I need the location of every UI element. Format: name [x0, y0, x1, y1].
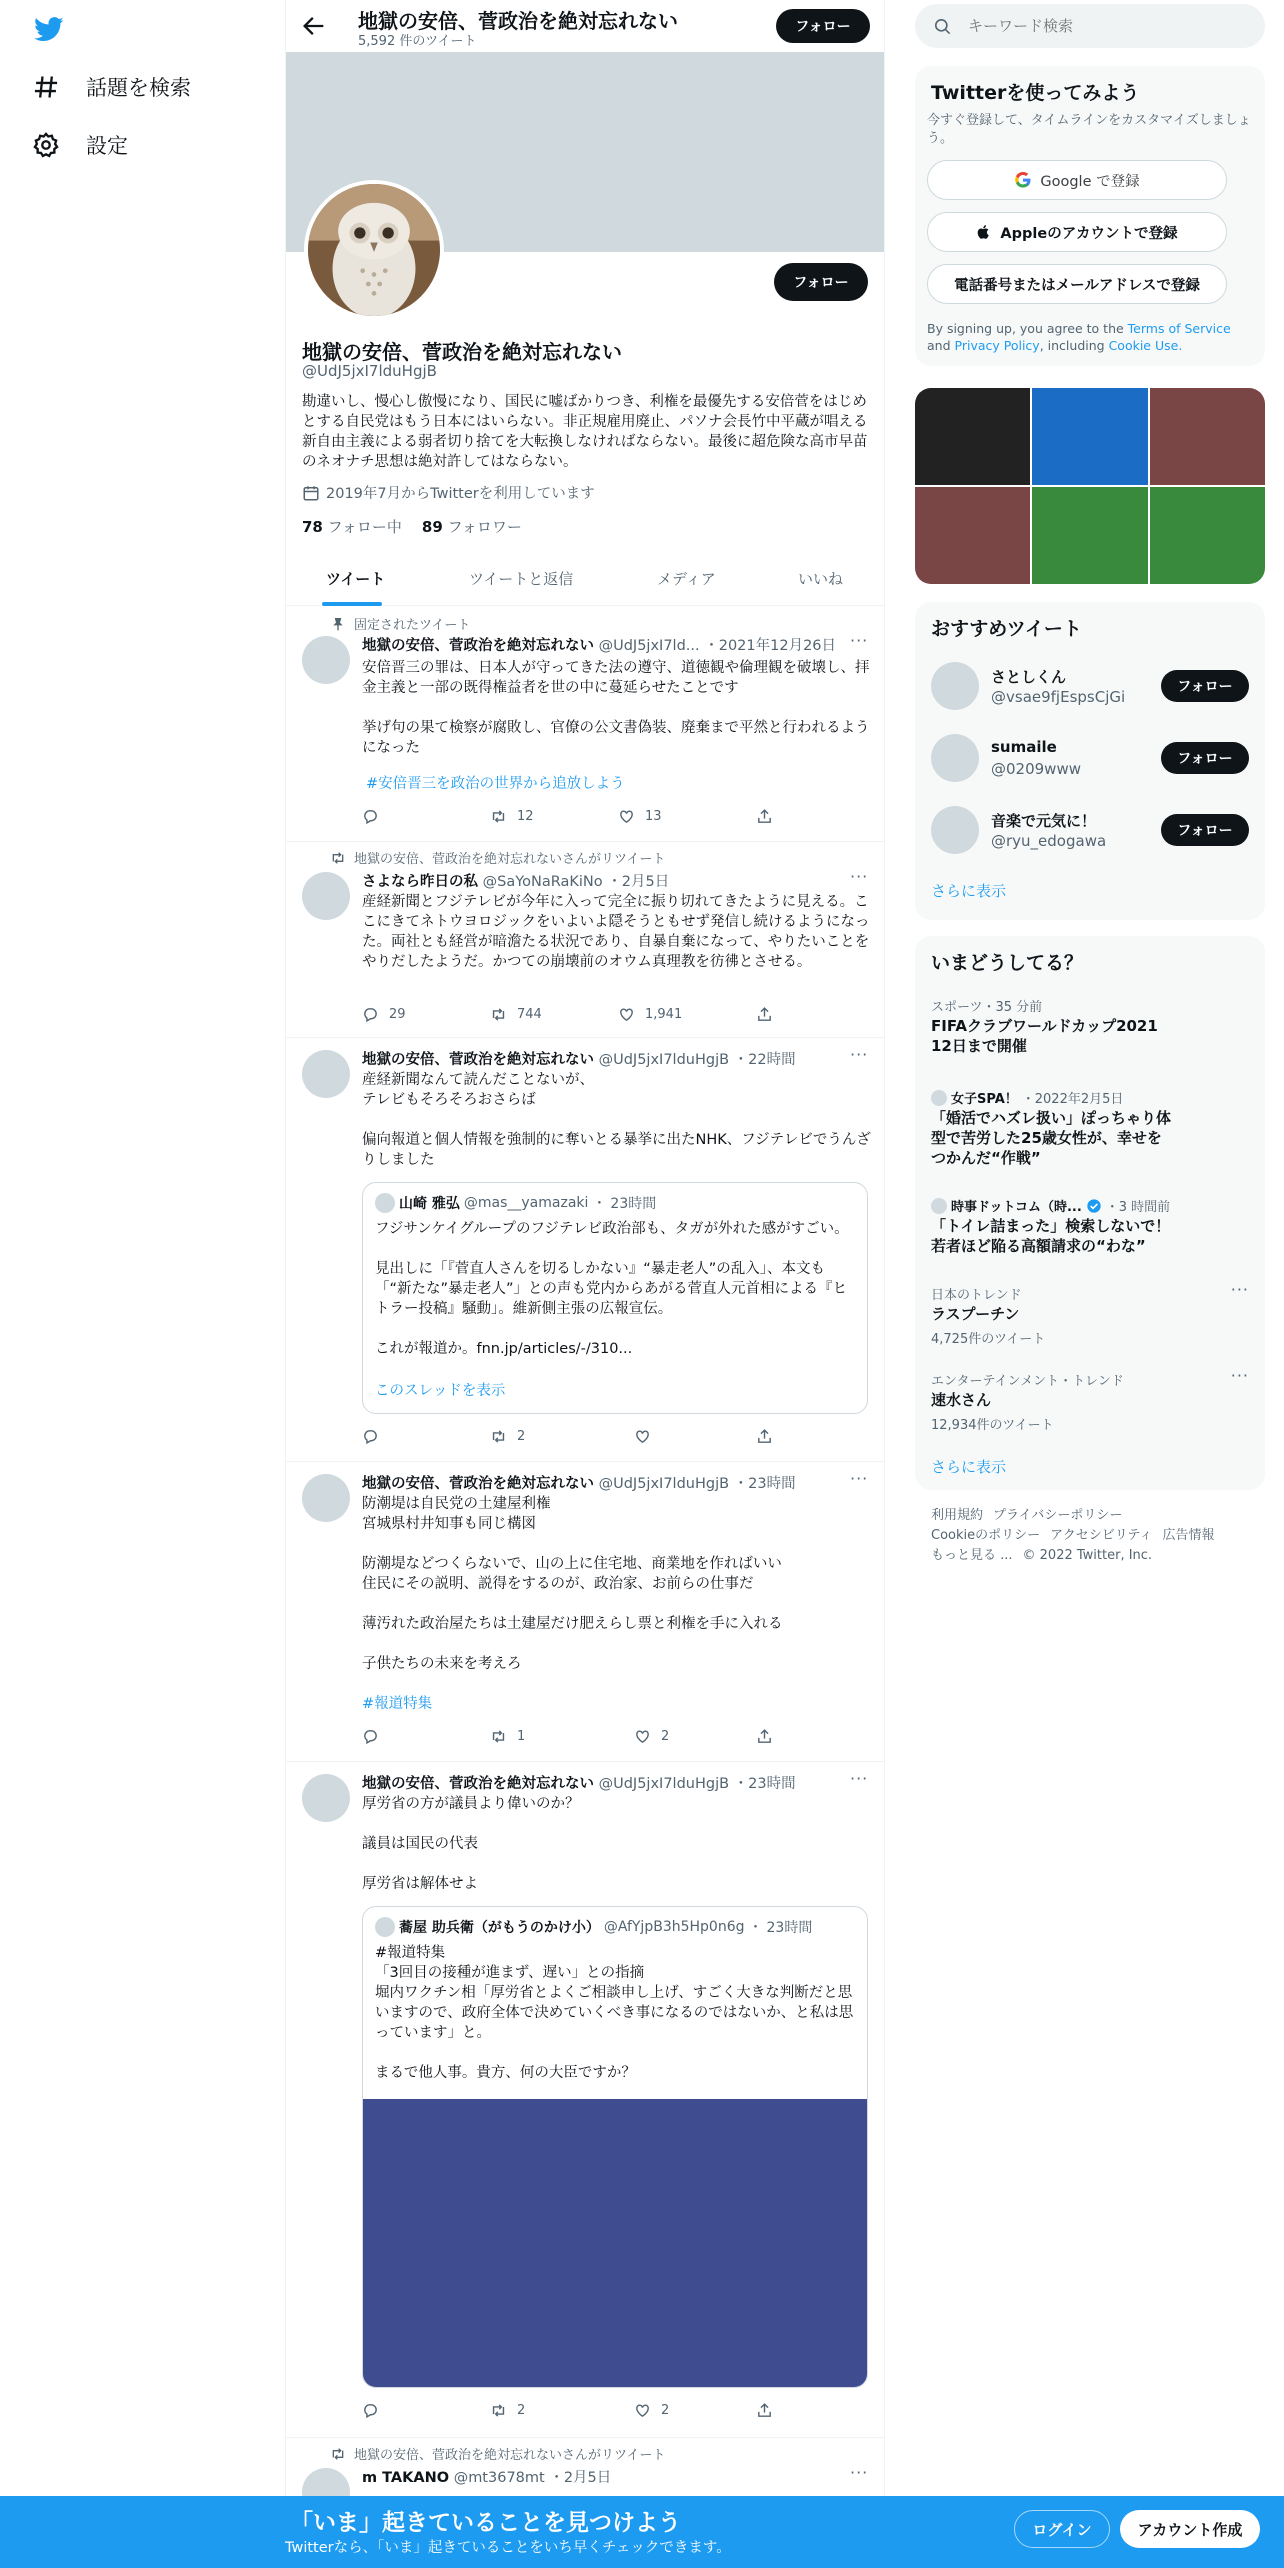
trend-title: 「トイレ詰まった」検索しないで！若者ほど陥る高額請求の“わな” — [931, 1217, 1171, 1255]
media-grid — [915, 388, 1265, 584]
twitter-bird-icon[interactable] — [32, 14, 66, 44]
retweet-count: 744 — [517, 1007, 542, 1022]
recommend-follow-button[interactable]: フォロー — [1161, 814, 1249, 846]
reply-icon — [362, 1428, 379, 1445]
google-signup-label: Google で登録 — [1040, 173, 1140, 190]
footer-link[interactable]: 広告情報 — [1162, 1528, 1215, 1543]
trend-meta: エンターテインメント・トレンド — [931, 1374, 1124, 1389]
reply-button[interactable] — [362, 1428, 389, 1445]
retweet-icon — [330, 2446, 346, 2462]
recommend-user[interactable] — [915, 794, 1265, 866]
signup-title: Twitterを使ってみよう — [931, 82, 1140, 104]
bottom-bar-title: 「いま」起きていることを見つけよう — [290, 2510, 681, 2536]
retweeted-by-text[interactable]: 地獄の安倍、菅政治を絶対忘れないさんがリツイート — [354, 2448, 666, 2463]
tab-likes[interactable]: いいね — [798, 570, 844, 588]
footer-link[interactable]: Cookieのポリシー — [931, 1528, 1041, 1543]
reply-button[interactable] — [362, 2402, 389, 2419]
signup-terms — [927, 320, 1257, 354]
signup-subtitle: 今すぐ登録して、タイムラインをカスタマイズしましょう。 — [927, 113, 1251, 146]
like-button[interactable] — [634, 2402, 669, 2419]
reply-count: 29 — [389, 1007, 406, 1022]
like-count: 2 — [661, 2403, 670, 2418]
trend-time: ・3 時間前 — [1105, 1200, 1171, 1215]
tweet-time[interactable]: 23時間 — [748, 1776, 796, 1792]
terms-prefix: By signing up, you agree to the — [927, 321, 1124, 336]
recommend-follow-button[interactable]: フォロー — [1161, 670, 1249, 702]
profile-column — [285, 0, 885, 2568]
quote-avatar — [375, 1193, 395, 1213]
trends-title: いまどうしてる？ — [931, 952, 1084, 974]
media-thumb[interactable] — [915, 487, 1030, 584]
more-dots-icon[interactable]: ··· — [850, 1045, 869, 1064]
signup-card — [915, 66, 1265, 366]
tweet-text: 防潮堤は自民党の土建屋利権 宮城県村井知事も同じ構図 防潮堤などつくらないで、山の上に住宅地、商業地を作ればいい 住民にその説明、説得をするのが、政治家、お前らの仕事だ 薄汚れた政治屋たちは土建屋だけ肥えらし票と利権を手に入れる 子供たちの未来を考えろ — [362, 1496, 783, 1672]
tweet-hashtag[interactable]: #安倍晋三を政治の世界から追放しよう — [366, 776, 625, 792]
nav-explore[interactable] — [32, 72, 191, 102]
more-dots-icon[interactable]: ··· — [850, 631, 869, 650]
retweet-button[interactable] — [490, 808, 534, 825]
like-icon — [618, 1006, 635, 1023]
header-title: 地獄の安倍、菅政治を絶対忘れない — [358, 9, 678, 33]
owl-avatar-image — [308, 184, 440, 316]
phone-signup-label: 電話番号またはメールアドレスで登録 — [954, 277, 1200, 294]
trend-title: ラスプーチン — [931, 1305, 1020, 1323]
like-count: 1,941 — [645, 1007, 683, 1022]
apple-icon — [976, 223, 992, 241]
trend-item[interactable] — [915, 996, 1265, 1066]
tweet-header: 地獄の安倍、菅政治を絶対忘れない @UdJ5jxI7lduHgjB ・22時間 — [362, 1052, 796, 1068]
retweet-icon — [330, 850, 346, 866]
trend-meta: 日本のトレンド — [931, 1288, 1022, 1303]
trend-item[interactable] — [915, 1088, 1265, 1178]
tweet-handle[interactable]: @UdJ5jxI7lduHgjB — [598, 1052, 730, 1068]
avatar[interactable] — [931, 734, 979, 782]
tweet-text: 厚労省の方が議員より偉いのか？ 議員は国民の代表 厚労省は解体せよ — [362, 1796, 580, 1892]
trend-source: 女子SPA！ — [951, 1092, 1018, 1107]
share-button[interactable] — [756, 2402, 773, 2419]
share-button[interactable] — [756, 1428, 773, 1445]
source-avatar — [931, 1090, 947, 1106]
tweet-time[interactable]: 2021年12月26日 — [718, 638, 837, 654]
reply-icon — [362, 2402, 379, 2419]
google-icon — [1014, 171, 1032, 189]
trend-meta — [931, 1196, 1170, 1215]
trend-meta — [931, 1088, 1123, 1107]
retweet-count: 2 — [517, 2403, 526, 2418]
verified-icon — [1086, 1198, 1102, 1214]
recommend-user-handle: @vsae9fjEspsCjGi — [991, 688, 1126, 706]
recommend-title: おすすめツイート — [931, 618, 1082, 640]
like-icon — [634, 1428, 651, 1445]
retweet-count: 1 — [517, 1729, 526, 1744]
like-icon — [618, 808, 635, 825]
bottom-signup-bar — [0, 2496, 1284, 2568]
profile-follow-button[interactable]: フォロー — [774, 263, 868, 301]
privacy-link[interactable]: Privacy Policy — [954, 338, 1040, 353]
tweet-text: 産経新聞なんて読んだことないが、 テレビもそろそろおさらば 偏向報道と個人情報を強制的に奪いとる暴挙に出たNHK、フジテレビでうんざりしました — [362, 1072, 871, 1168]
tab-media[interactable]: メディア — [657, 570, 716, 588]
quote-media-image[interactable] — [363, 2099, 868, 2388]
tweet-author[interactable]: 地獄の安倍、菅政治を絶対忘れない — [362, 638, 594, 654]
tweet-handle[interactable]: @UdJ5jxI7lduHgjB — [598, 1776, 730, 1792]
tweet-retweet[interactable] — [286, 842, 885, 1038]
nav-settings[interactable] — [32, 130, 128, 160]
footer-link[interactable]: 利用規約 — [931, 1508, 984, 1523]
tweet-text-only[interactable] — [286, 1462, 885, 1762]
media-thumb[interactable] — [1150, 487, 1265, 584]
trend-title: 「婚活でハズレ扱い」ぽっちゃり体型で苦労した25歳女性が、幸せをつかんだ“作戦” — [931, 1109, 1172, 1167]
following-count: 78 — [302, 518, 323, 536]
trend-meta: スポーツ・35 分前 — [931, 1000, 1043, 1015]
profile-header-bar — [286, 0, 885, 52]
source-avatar — [931, 1198, 947, 1214]
tweet-avatar[interactable] — [302, 1050, 350, 1098]
hash-icon — [32, 73, 60, 101]
tweet-handle[interactable]: @UdJ5jxI7ld... — [598, 638, 700, 654]
tweet-handle[interactable]: @SaYoNaRaKiNo — [482, 874, 603, 890]
terms-link[interactable]: Terms of Service — [1127, 321, 1231, 336]
retweeted-by-text[interactable]: 地獄の安倍、菅政治を絶対忘れないさんがリツイート — [354, 852, 666, 867]
media-thumb[interactable] — [1150, 388, 1265, 485]
more-dots-icon[interactable]: ··· — [1230, 1366, 1249, 1385]
tweet-header: 地獄の安倍、菅政治を絶対忘れない @UdJ5jxI7lduHgjB ・23時間 — [362, 1776, 796, 1792]
copyright: © 2022 Twitter, Inc. — [1022, 1548, 1153, 1563]
terms-including: , including — [1039, 338, 1105, 353]
trend-count: 4,725件のツイート — [931, 1332, 1046, 1347]
recommend-user[interactable] — [915, 722, 1265, 794]
share-icon — [756, 808, 773, 825]
show-thread-link[interactable]: このスレッドを表示 — [375, 1383, 506, 1399]
followers-label: フォロワー — [447, 518, 522, 536]
more-dots-icon[interactable]: ··· — [1230, 1280, 1249, 1299]
nav-settings-label: 設定 — [86, 134, 128, 158]
recommend-follow-button[interactable]: フォロー — [1161, 742, 1249, 774]
tab-tweets[interactable]: ツイート — [326, 570, 386, 588]
tweet-avatar[interactable] — [302, 1774, 350, 1822]
recommend-user[interactable] — [915, 650, 1265, 722]
more-dots-icon[interactable]: ··· — [850, 2463, 869, 2482]
reply-button[interactable] — [362, 808, 389, 825]
header-tweet-count: 5,592 件のツイート — [358, 34, 477, 49]
avatar[interactable] — [931, 662, 979, 710]
tweet-author[interactable]: m TAKANO — [362, 2470, 450, 2486]
bottom-bar-subtitle: Twitterなら、「いま」起きていることをいち早くチェックできます。 — [285, 2540, 731, 2556]
quote-handle: @mas__yamazaki — [463, 1195, 589, 1211]
quote-time: 23時間 — [610, 1196, 657, 1212]
quote-handle: @AfYjpB3h5Hp0n6g — [603, 1919, 745, 1935]
trend-item[interactable] — [915, 1196, 1265, 1266]
reply-button[interactable] — [362, 1006, 406, 1023]
quoted-tweet[interactable] — [362, 1182, 868, 1414]
like-count: 2 — [661, 1729, 670, 1744]
search-box[interactable] — [915, 4, 1265, 48]
tweet-actions — [362, 1428, 792, 1448]
like-button[interactable] — [634, 1428, 661, 1445]
trends-card — [915, 936, 1265, 1490]
recommend-user-handle: @0209www — [991, 760, 1081, 778]
tweet-avatar[interactable] — [302, 872, 350, 920]
tweet-actions — [362, 2402, 792, 2422]
reply-button[interactable] — [362, 1728, 389, 1745]
profile-handle: @UdJ5jxI7lduHgjB — [302, 362, 437, 380]
following-link[interactable] — [302, 516, 402, 537]
tweet-time[interactable]: 23時間 — [748, 1476, 796, 1492]
gear-icon — [32, 131, 60, 159]
tweet-header: さよなら昨日の私 @SaYoNaRaKiNo ・2月5日 — [362, 874, 670, 890]
tweet-pinned[interactable] — [286, 606, 885, 842]
tweet-quote-media[interactable] — [286, 1762, 885, 2438]
create-account-button[interactable]: アカウント作成 — [1120, 2510, 1260, 2548]
profile-avatar[interactable] — [304, 180, 444, 320]
like-button[interactable] — [634, 1728, 669, 1745]
share-button[interactable] — [756, 1728, 773, 1745]
footer-links — [931, 1506, 1261, 1566]
followers-count: 89 — [421, 518, 443, 536]
retweet-button[interactable] — [490, 1006, 542, 1023]
profile-tabs — [286, 550, 885, 606]
tweet-avatar[interactable] — [302, 1474, 350, 1522]
trend-item[interactable] — [915, 1280, 1265, 1350]
recommend-user-name: 音楽で元気に！ — [991, 812, 1097, 830]
reply-icon — [362, 1728, 379, 1745]
nav-explore-label: 話題を検索 — [86, 76, 191, 100]
followers-link[interactable] — [422, 516, 522, 537]
login-button[interactable]: ログイン — [1014, 2510, 1110, 2548]
more-dots-icon[interactable]: ··· — [850, 1469, 869, 1488]
quote-author: 蕎屋 助兵衛（がもうのかけ小） — [399, 1920, 600, 1936]
like-button[interactable] — [618, 1006, 682, 1023]
tweet-with-quote[interactable] — [286, 1038, 885, 1462]
footer-link[interactable]: アクセシビリティ — [1050, 1528, 1153, 1543]
trend-time: ・2022年2月5日 — [1021, 1092, 1124, 1107]
retweet-button[interactable] — [490, 1428, 525, 1445]
tweet-text: 安倍晋三の罪は、日本人が守ってきた法の遵守、道徳観や倫理観を破壊し、拝金主義と一部の既得権益者を世の中に蔓延らせたことです 挙げ句の果て検察が腐敗し、官僚の公文書偽装、廃棄まで平然と行われるようになった — [362, 660, 870, 756]
tweet-header: 地獄の安倍、菅政治を絶対忘れない @UdJ5jxI7lduHgjB ・23時間 — [362, 1476, 796, 1492]
apple-signup-button[interactable] — [927, 212, 1227, 252]
tweet-actions — [362, 808, 792, 828]
recommend-user-name: sumaile — [991, 738, 1057, 756]
header-follow-button[interactable]: フォロー — [776, 9, 870, 43]
reply-icon — [362, 1006, 379, 1023]
tweet-hashtag[interactable]: #報道特集 — [362, 1696, 433, 1712]
recommend-user-name: さとしくん — [991, 668, 1067, 686]
trend-title: 速水さん — [931, 1391, 992, 1409]
terms-and: and — [927, 338, 951, 353]
following-label: フォロー中 — [327, 518, 402, 536]
retweet-icon — [490, 1428, 507, 1445]
retweet-button[interactable] — [490, 2402, 525, 2419]
profile-joined — [302, 482, 595, 503]
left-nav — [0, 0, 285, 2568]
retweet-count: 2 — [517, 1429, 526, 1444]
tweet-author[interactable]: さよなら昨日の私 — [362, 874, 478, 890]
profile-bio: 勘違いし、慢心し傲慢になり、国民に嘘ばかりつき、利権を最優先する安倍菅をはじめとする自民党はもう日本にはいらない。非正規雇用廃止、パソナ会長竹中平蔵が唱える新自由主義による弱者切り捨てを大転換しなければならない。最後に超危険な高市早苗のネオナチ思想は絶対許してはならない。 — [302, 394, 868, 470]
search-icon — [933, 17, 952, 36]
media-thumb[interactable] — [1032, 487, 1147, 584]
media-thumb[interactable] — [915, 388, 1030, 485]
tweet-author[interactable]: 地獄の安倍、菅政治を絶対忘れない — [362, 1776, 594, 1792]
trends-show-more[interactable]: さらに表示 — [931, 1458, 1007, 1476]
tweet-time[interactable]: 22時間 — [748, 1052, 796, 1068]
trend-count: 12,934件のツイート — [931, 1418, 1054, 1433]
tweet-text: 産経新聞とフジテレビが今年に入って完全に振り切れてきたように見える。ここにきてネトウヨロジックをいよいよ隠そうともせず発信し続けるようになった。両社とも経営が暗澹たる状況であり、自暴自棄になって、やりたいことをやりだしたようだ。かつての崩壊前のオウム真理教を彷彿とさせる。 — [362, 894, 870, 970]
apple-signup-label: Appleのアカウントで登録 — [1000, 225, 1178, 242]
retweet-icon — [490, 2402, 507, 2419]
retweet-icon — [490, 808, 507, 825]
tweet-time[interactable]: 2月5日 — [563, 2470, 612, 2486]
trend-title: FIFAクラブワールドカップ2021 12日まで開催 — [931, 1017, 1158, 1055]
profile-stats — [302, 516, 522, 537]
retweet-label — [332, 2444, 665, 2463]
more-dots-icon[interactable]: ··· — [850, 867, 869, 886]
share-button[interactable] — [756, 808, 773, 825]
retweet-count: 12 — [517, 809, 534, 824]
like-icon — [634, 1728, 651, 1745]
tweet-actions — [362, 1006, 792, 1026]
tweet-handle[interactable]: @UdJ5jxI7lduHgjB — [598, 1476, 730, 1492]
retweet-icon — [490, 1006, 507, 1023]
quoted-tweet[interactable] — [362, 1906, 868, 2388]
back-arrow-icon[interactable] — [300, 12, 328, 40]
phone-email-signup-button[interactable] — [927, 264, 1227, 304]
cookie-link[interactable]: Cookie Use. — [1108, 338, 1183, 353]
avatar[interactable] — [931, 806, 979, 854]
retweet-icon — [490, 1728, 507, 1745]
tab-tweets-replies[interactable]: ツイートと返信 — [469, 570, 574, 588]
tweet-author[interactable]: 地獄の安倍、菅政治を絶対忘れない — [362, 1476, 594, 1492]
like-count: 13 — [645, 809, 662, 824]
tweet-author[interactable]: 地獄の安倍、菅政治を絶対忘れない — [362, 1052, 594, 1068]
quote-header: 蕎屋 助兵衛（がもうのかけ小） @AfYjpB3h5Hp0n6g ・ 23時間 — [375, 1917, 812, 1937]
like-icon — [634, 2402, 651, 2419]
pinned-text: 固定されたツイート — [354, 618, 471, 633]
quote-text: フジサンケイグループのフジテレビ政治部も、タガが外れた感がすごい。 見出しに「『菅直人さんを切るしかない』“暴走老人”の乱入」、本文も「“新たな”暴走老人”」との声も党内からあがる菅直人元首相による『ヒトラー投稿』騒動」。維新側主張の広報宣伝。 これが報道か。fnn.jp/articles/-/310... — [375, 1221, 849, 1357]
quote-author: 山崎 雅弘 — [399, 1196, 460, 1212]
tweet-header: m TAKANO @mt3678mt ・2月5日 — [362, 2470, 612, 2486]
right-sidebar — [915, 0, 1265, 2568]
tweet-handle[interactable]: @mt3678mt — [453, 2470, 545, 2486]
share-icon — [756, 2402, 773, 2419]
media-thumb[interactable] — [1032, 388, 1147, 485]
tweet-time[interactable]: 2月5日 — [621, 874, 670, 890]
google-signup-button[interactable] — [927, 160, 1227, 200]
tweet-actions — [362, 1728, 792, 1748]
share-button[interactable] — [756, 1006, 773, 1023]
share-icon — [756, 1428, 773, 1445]
quote-header: 山崎 雅弘 @mas__yamazaki ・ 23時間 — [375, 1193, 656, 1213]
trend-item[interactable] — [915, 1366, 1265, 1436]
recommend-user-handle: @ryu_edogawa — [991, 832, 1107, 850]
share-icon — [756, 1728, 773, 1745]
more-dots-icon[interactable]: ··· — [850, 1769, 869, 1788]
profile-name: 地獄の安倍、菅政治を絶対忘れない — [302, 340, 622, 364]
share-icon — [756, 1006, 773, 1023]
joined-text: 2019年7月からTwitterを利用しています — [326, 486, 595, 502]
quote-avatar — [375, 1917, 395, 1937]
footer-link[interactable]: プライバシーポリシー — [993, 1508, 1123, 1523]
trend-source: 時事ドットコム（時... — [951, 1200, 1082, 1215]
pin-icon — [330, 616, 346, 632]
reply-icon — [362, 808, 379, 825]
calendar-icon — [302, 484, 320, 502]
tweet-header: 地獄の安倍、菅政治を絶対忘れない @UdJ5jxI7ld... ・2021年12月26日 — [362, 638, 837, 654]
recommend-show-more[interactable]: さらに表示 — [931, 882, 1007, 900]
pinned-label — [332, 614, 470, 633]
like-button[interactable] — [618, 808, 662, 825]
search-input[interactable] — [968, 17, 1238, 35]
retweet-label — [332, 848, 665, 867]
tweet-avatar[interactable] — [302, 636, 350, 684]
recommend-card — [915, 602, 1265, 920]
quote-text: #報道特集 「3回目の接種が進まず、遅い」との指摘 堀内ワクチン相「厚労省とよくご相談申し上げ、すごく大きな判断だと思いますので、政府全体で決めていくべき事になるのではないか、と私は思っています」と。 まるで他人事。貴方、何の大臣ですか？ — [375, 1945, 854, 2081]
retweet-button[interactable] — [490, 1728, 525, 1745]
footer-link[interactable]: もっと見る ... — [931, 1548, 1013, 1563]
quote-time: 23時間 — [766, 1920, 813, 1936]
